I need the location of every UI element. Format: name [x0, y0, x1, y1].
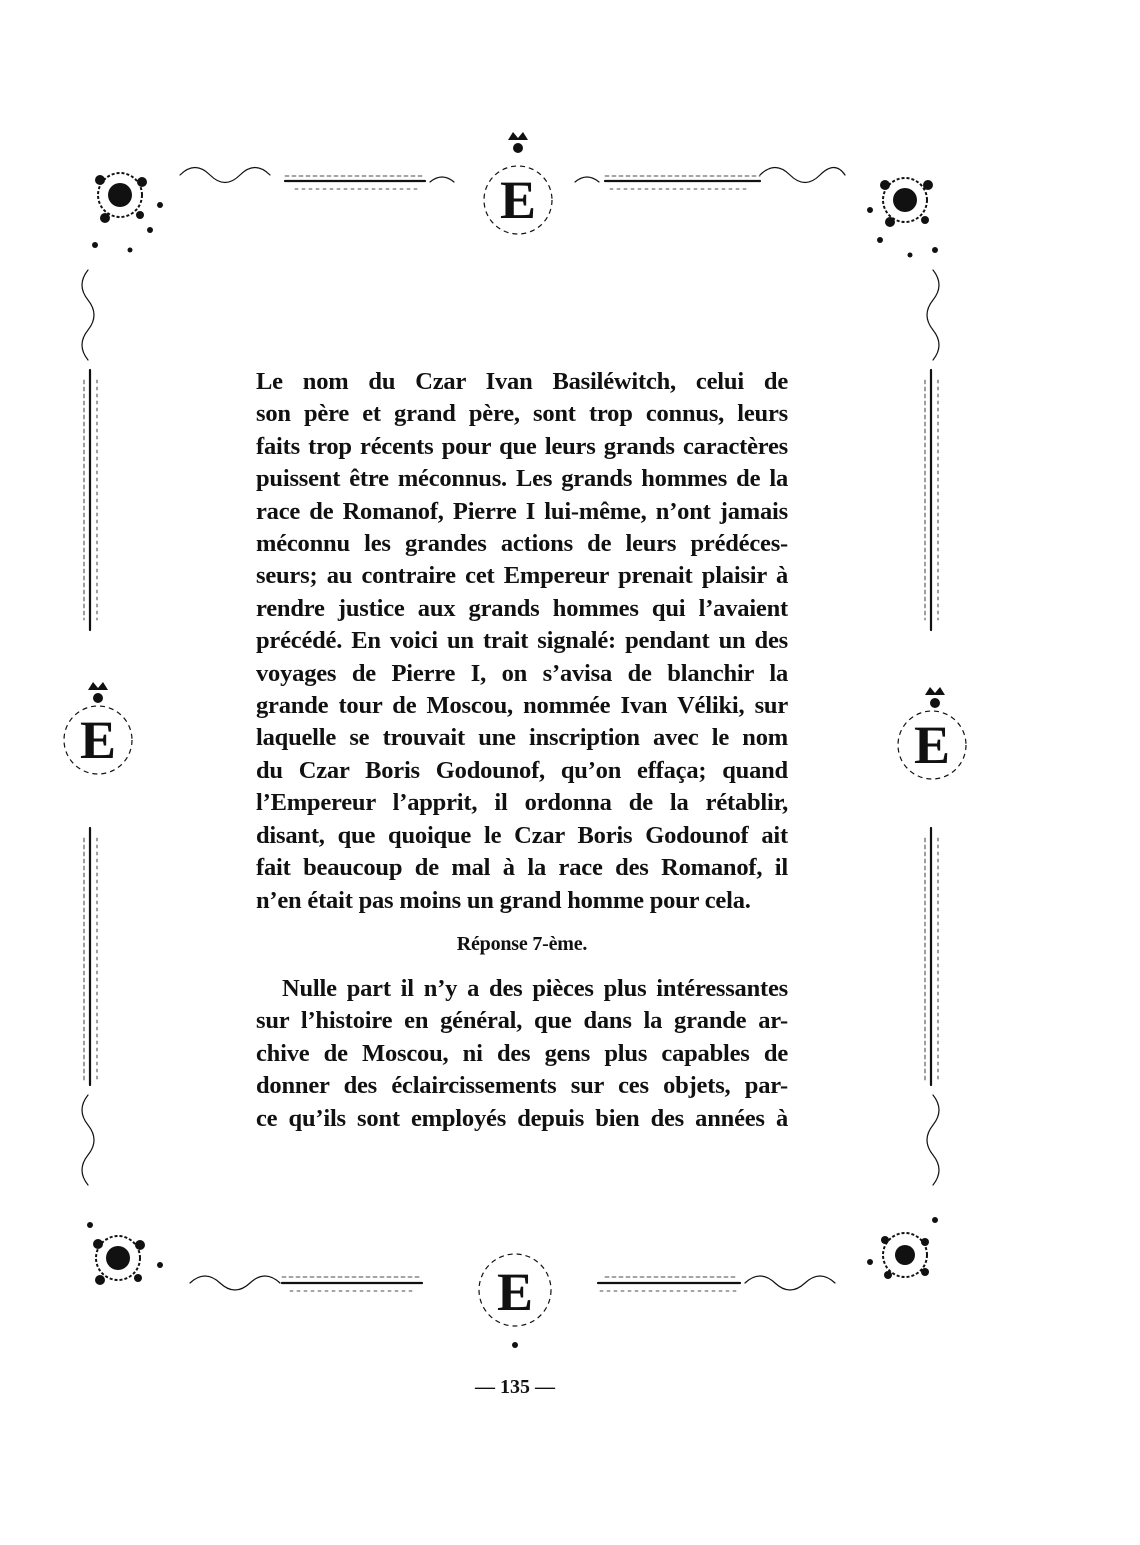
top-center-monogram: [484, 132, 552, 234]
section-heading: Réponse 7-ème.: [456, 932, 588, 955]
text-line: l’Empereur l’apprit, il ordonna de la rétablir,: [256, 789, 788, 817]
text-line: Nulle part il n’y a des pièces plus intéressantes: [282, 974, 788, 1002]
text-line: voyages de Pierre I, on s’avisa de blanchir la: [256, 659, 788, 687]
right-middle-monogram: [898, 687, 966, 779]
text-line: laquelle se trouvait une inscription avec le nom: [256, 724, 788, 752]
top-right-corner-ornament: [867, 178, 938, 258]
monogram-left: E: [79, 710, 117, 770]
bottom-right-corner-ornament: [867, 1217, 938, 1279]
text-line: fait beaucoup de mal à la race des Romanof, il: [256, 854, 788, 882]
text-line: du Czar Boris Godounof, qu’on effaça; quand: [256, 756, 788, 784]
text-line: disant, que quoique le Czar Boris Godounof ait: [256, 821, 788, 849]
text-line: précédé. En voici un trait signalé: pendant un des: [256, 627, 788, 655]
bottom-center-monogram: [479, 1254, 551, 1348]
text-line: rendre justice aux grands hommes qui l’avaient: [256, 594, 788, 622]
text-line: Le nom du Czar Ivan Basiléwitch, celui de: [256, 368, 788, 395]
main-text: [256, 366, 788, 1135]
text-line: donner des éclaircissements sur ces objets, par-: [256, 1072, 788, 1100]
page-number: — 135 —: [475, 1376, 555, 1398]
text-line: seurs; au contraire cet Empereur prenait plaisir à: [256, 562, 788, 590]
monogram-top: E: [499, 170, 537, 230]
text-line: chive de Moscou, ni des gens plus capables de: [256, 1039, 788, 1067]
text-line: méconnu les grandes actions de leurs prédéces-: [256, 530, 788, 558]
text-line: son père et grand père, sont trop connus, leurs: [256, 400, 788, 428]
text-line: sur l’histoire en général, que dans la grande ar-: [256, 1007, 788, 1035]
monogram-right: E: [913, 715, 951, 775]
paragraph-1: [256, 366, 788, 917]
bottom-left-corner-ornament: [87, 1222, 163, 1285]
text-line: grande tour de Moscou, nommée Ivan Véliki, sur: [256, 692, 788, 720]
text-line: faits trop récents pour que leurs grands caractères: [256, 432, 788, 460]
text-line: race de Romanof, Pierre I lui-même, n’ont jamais: [256, 497, 788, 525]
monogram-bottom: E: [496, 1262, 534, 1322]
text-line: puissent être méconnus. Les grands hommes de la: [256, 465, 788, 493]
paragraph-2: [256, 973, 788, 1135]
text-line: n’en était pas moins un grand homme pour cela.: [256, 886, 751, 914]
text-line: ce qu’ils sont employés depuis bien des années à: [256, 1104, 788, 1132]
left-middle-monogram: [64, 682, 132, 774]
top-left-corner-ornament: [92, 173, 163, 253]
